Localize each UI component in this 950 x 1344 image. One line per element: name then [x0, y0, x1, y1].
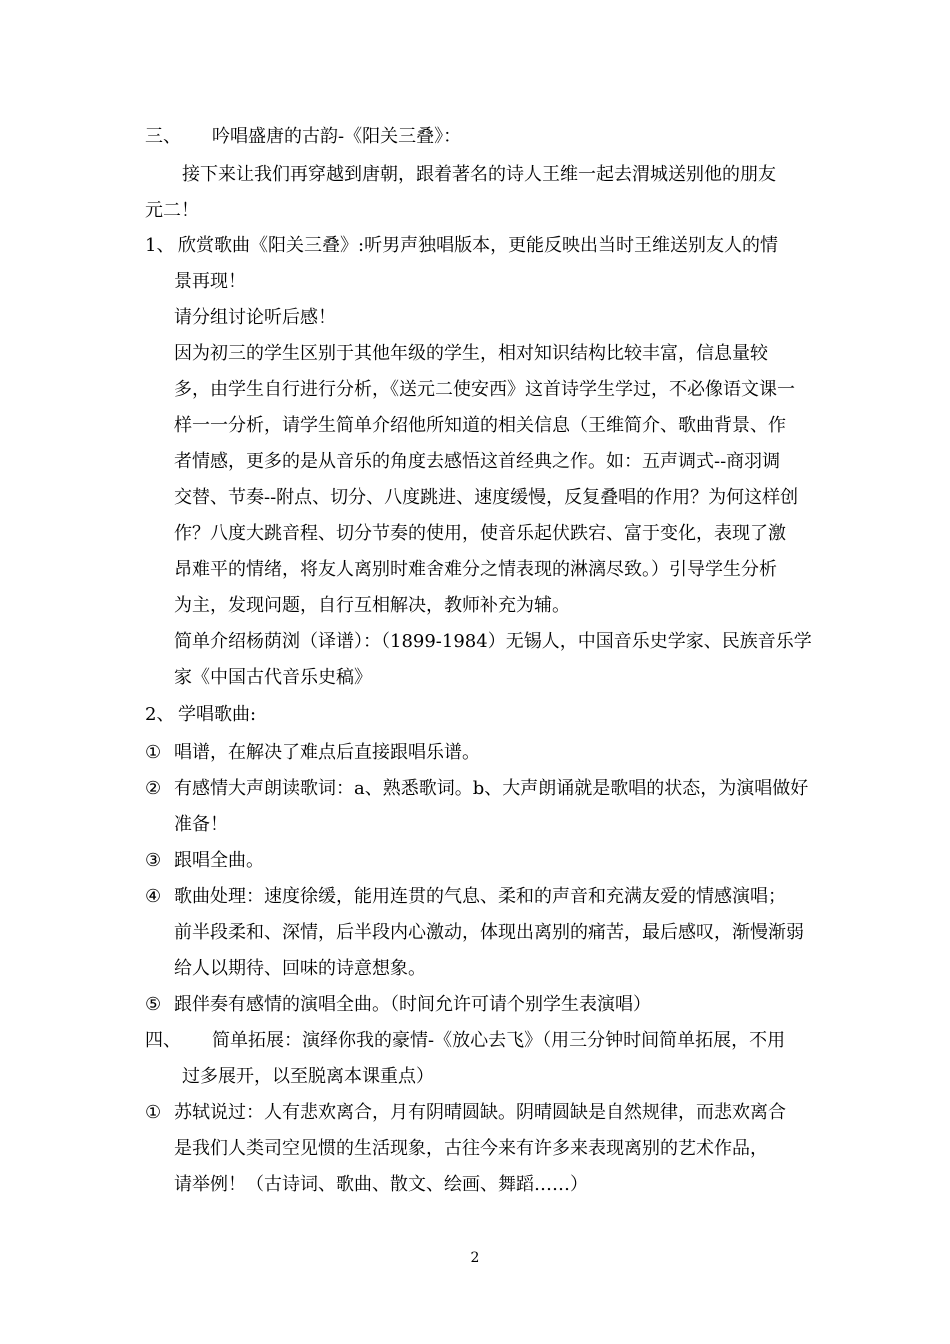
section-4-line: 简单拓展：演绎你我的豪情-《放心去飞》（用三分钟时间简单拓展，不用 — [212, 1030, 786, 1051]
step-line: 唱谱，在解决了难点后直接跟唱乐谱。 — [174, 742, 480, 763]
item-1-line: 欣赏歌曲《阳关三叠》:听男声独唱版本，更能反映出当时王维送别友人的情 — [178, 235, 779, 256]
step-number: ③ — [145, 850, 162, 871]
step-number: ⑤ — [145, 994, 162, 1015]
section-4-line: 过多展开，以至脱离本课重点） — [182, 1066, 434, 1087]
item-1-line: 家《中国古代音乐史稿》 — [174, 667, 372, 688]
section-4-step-number: ① — [145, 1102, 162, 1123]
item-1-line: 为主，发现问题，自行互相解决，教师补充为辅。 — [174, 595, 570, 616]
item-2-title: 学唱歌曲: — [178, 704, 257, 725]
page-number: 2 — [470, 1250, 480, 1266]
section-4-step-line: 苏轼说过：人有悲欢离合，月有阴晴圆缺。阴晴圆缺是自然规律，而悲欢离合 — [174, 1102, 786, 1123]
item-1-line: 者情感，更多的是从音乐的角度去感悟这首经典之作。如：五声调式--商羽调 — [174, 451, 781, 472]
item-1-line: 多，由学生自行进行分析，《送元二使安西》这首诗学生学过，不必像语文课一 — [174, 379, 795, 400]
step-line: 准备！ — [174, 814, 228, 835]
step-line: 歌曲处理：速度徐缓，能用连贯的气息、柔和的声音和充满友爱的情感演唱； — [174, 886, 786, 907]
item-1-line: 景再现！ — [174, 271, 246, 292]
item-1-number: 1、 — [145, 235, 175, 256]
section-3-title: 吟唱盛唐的古韵-《阳关三叠》： — [212, 126, 462, 147]
section-4-step-line: 是我们人类司空见惯的生活现象，古往今来有许多来表现离别的艺术作品， — [174, 1138, 768, 1159]
section-3-number: 三、 — [145, 126, 181, 147]
item-1-line: 简单介绍杨荫浏（译谱）：（1899-1984）无锡人，中国音乐史学家、民族音乐学 — [174, 631, 812, 652]
step-line: 给人以期待、回味的诗意想象。 — [174, 958, 426, 979]
section-4-step-line: 请举例！（古诗词、歌曲、散文、绘画、舞蹈……） — [174, 1174, 588, 1195]
step-line: 前半段柔和、深情，后半段内心激动，体现出离别的痛苦，最后感叹，渐慢渐弱 — [174, 922, 804, 943]
item-1-line: 因为初三的学生区别于其他年级的学生，相对知识结构比较丰富，信息量较 — [174, 343, 768, 364]
step-number: ① — [145, 742, 162, 763]
intro-line-1: 接下来让我们再穿越到唐朝，跟着著名的诗人王维一起去渭城送别他的朋友 — [182, 164, 776, 185]
step-line: 有感情大声朗读歌词：a、熟悉歌词。b、大声朗诵就是歌唱的状态，为演唱做好 — [174, 778, 809, 799]
section-4-number: 四、 — [145, 1030, 181, 1051]
step-line: 跟唱全曲。 — [174, 850, 264, 871]
item-1-line: 作？八度大跳音程、切分节奏的使用，使音乐起伏跌宕、富于变化，表现了激 — [174, 523, 786, 544]
step-number: ④ — [145, 886, 162, 907]
step-line: 跟伴奏有感情的演唱全曲。（时间允许可请个别学生表演唱） — [174, 994, 651, 1015]
step-number: ② — [145, 778, 162, 799]
item-1-line: 昂难平的情绪，将友人离别时难舍难分之情表现的淋漓尽致。）引导学生分析 — [174, 559, 777, 580]
intro-line-2: 元二！ — [145, 200, 199, 221]
item-1-line: 请分组讨论听后感！ — [174, 307, 336, 328]
item-1-line: 交替、节奏--附点、切分、八度跳进、速度缓慢，反复叠唱的作用？为何这样创 — [174, 487, 799, 508]
item-2-number: 2、 — [145, 704, 175, 725]
item-1-line: 样一一分析，请学生简单介绍他所知道的相关信息（王维简介、歌曲背景、作 — [174, 415, 786, 436]
